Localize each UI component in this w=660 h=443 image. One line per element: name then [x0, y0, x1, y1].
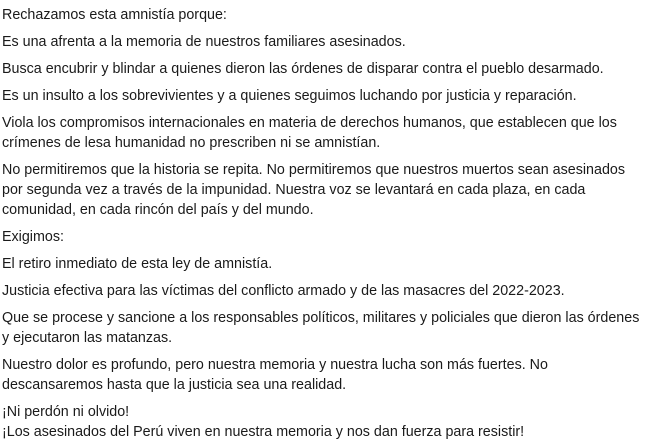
text-line: Es una afrenta a la memoria de nuestros familiares asesinados. [2, 34, 406, 50]
paragraph-commitment [2, 160, 660, 220]
paragraph-demand-2 [2, 281, 660, 301]
text-line: Exigimos: [2, 229, 64, 245]
paragraph-reason-3 [2, 86, 660, 106]
paragraph-reason-2 [2, 59, 660, 79]
text-line: Que se procese y sancione a los responsables políticos, militares y policiales que dieron las órdenes [2, 310, 640, 326]
text-line: Es un insulto a los sobrevivientes y a quienes seguimos luchando por justicia y reparación. [2, 88, 577, 104]
text-line: por segunda vez a través de la impunidad. Nuestra voz se levantará en cada plaza, en cada [2, 182, 586, 198]
text-line: y ejecutaron las matanzas. [2, 330, 173, 346]
paragraph-slogan [2, 402, 660, 442]
paragraph-closing [2, 355, 660, 395]
text-line: Busca encubrir y blindar a quienes dieron las órdenes de disparar contra el pueblo desarmado. [2, 61, 604, 77]
text-line: comunidad, en cada rincón del país y del mundo. [2, 202, 314, 218]
text-line: ¡Los asesinados del Perú viven en nuestra memoria y nos dan fuerza para resistir! [2, 424, 525, 440]
paragraph-intro [2, 5, 660, 25]
text-line: crímenes de lesa humanidad no prescriben ni se amnistían. [2, 135, 381, 151]
text-line: Justicia efectiva para las víctimas del conflicto armado y de las masacres del 2022-2023. [2, 283, 565, 299]
text-line: Viola los compromisos internacionales en materia de derechos humanos, que establecen que los [2, 115, 617, 131]
text-line: Nuestro dolor es profundo, pero nuestra memoria y nuestra lucha son más fuertes. No [2, 357, 548, 373]
paragraph-demands-heading [2, 227, 660, 247]
paragraph-demand-1 [2, 254, 660, 274]
text-line: descansaremos hasta que la justicia sea una realidad. [2, 377, 347, 393]
paragraph-reason-1 [2, 32, 660, 52]
paragraph-demand-3 [2, 308, 660, 348]
paragraph-reason-4 [2, 113, 660, 153]
text-line: ¡Ni perdón ni olvido! [2, 404, 130, 420]
text-line: Rechazamos esta amnistía porque: [2, 7, 227, 23]
text-line: El retiro inmediato de esta ley de amnistía. [2, 256, 273, 272]
text-line: No permitiremos que la historia se repita. No permitiremos que nuestros muertos sean asesinados [2, 162, 625, 178]
